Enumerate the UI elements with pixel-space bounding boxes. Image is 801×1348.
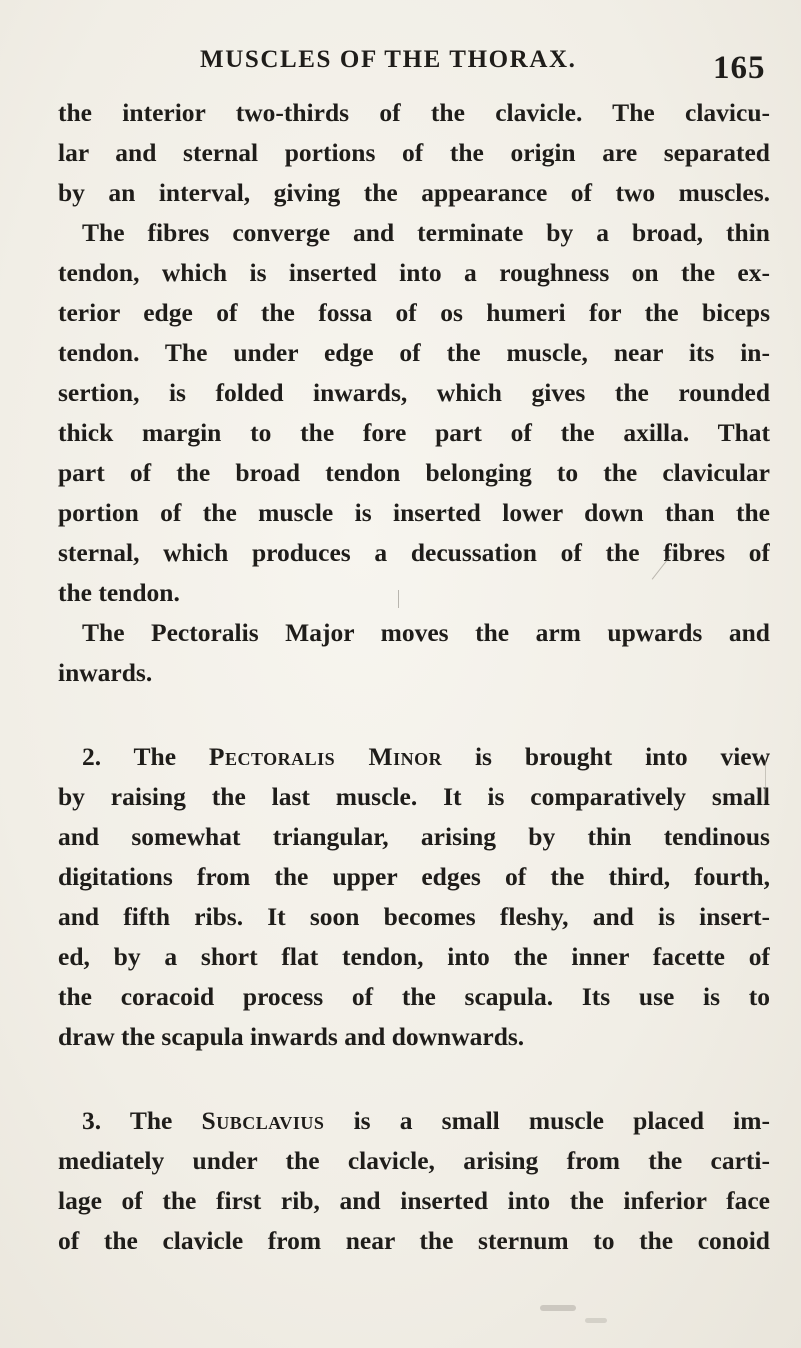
text-line: ed, by a short flat tendon, into the inner facette of [58, 942, 770, 971]
body-text [58, 93, 770, 1261]
paper-blemish [765, 760, 766, 800]
running-title: MUSCLES OF THE THORAX. [200, 46, 577, 73]
text-line: of the clavicle from near the sternum to the conoid [58, 1226, 770, 1255]
paragraph-heading-subclavius [58, 1101, 770, 1141]
text-line: The fibres converge and terminate by a broad, thin [82, 218, 770, 247]
text-line: The Pectoralis Major moves the arm upwards and [82, 618, 770, 647]
text-line: part of the broad tendon belonging to the clavicular [58, 458, 770, 487]
text-line: sertion, is folded inwards, which gives the rounded [58, 378, 770, 407]
text-line: tendon, which is inserted into a roughness on the ex- [58, 258, 770, 287]
paragraph-gap [58, 693, 770, 737]
text-line: by raising the last muscle. It is comparatively small [58, 782, 770, 811]
text-line: draw the scapula inwards and downwards. [58, 1022, 525, 1051]
text-line: by an interval, giving the appearance of two muscles. [58, 178, 770, 207]
paragraph-heading-pectoralis-minor [58, 737, 770, 777]
text-line: and somewhat triangular, arising by thin tendinous [58, 822, 770, 851]
section-number: 3. The [82, 1106, 173, 1135]
ink-smudge [585, 1318, 607, 1323]
text-line: thick margin to the fore part of the axilla. That [58, 418, 770, 447]
text-line: sternal, which produces a decussation of the fibres of [58, 538, 770, 567]
text-line: the interior two-thirds of the clavicle. The clavicu- [58, 98, 770, 127]
section-number: 2. The [82, 742, 177, 771]
page-number: 165 [713, 50, 766, 86]
text-line: the tendon. [58, 578, 180, 607]
text-line: inwards. [58, 658, 153, 687]
muscle-name: Pectoralis Minor [208, 742, 443, 771]
text-fragment: is a small muscle placed im- [353, 1106, 770, 1135]
text-line: lage of the first rib, and inserted into the inferior face [58, 1186, 770, 1215]
paragraph-gap [58, 1057, 770, 1101]
paper-blemish [398, 590, 399, 608]
muscle-name: Subclavius [201, 1106, 325, 1135]
text-line: terior edge of the fossa of os humeri for the biceps [58, 298, 770, 327]
text-line: mediately under the clavicle, arising from the carti- [58, 1146, 770, 1175]
text-line: tendon. The under edge of the muscle, near its in- [58, 338, 770, 367]
text-line: lar and sternal portions of the origin are separated [58, 138, 770, 167]
text-line: portion of the muscle is inserted lower down than the [58, 498, 770, 527]
text-line: the coracoid process of the scapula. Its use is to [58, 982, 770, 1011]
text-fragment: is brought into view [474, 742, 770, 771]
text-line: digitations from the upper edges of the third, fourth, [58, 862, 770, 891]
ink-smudge [540, 1305, 576, 1311]
text-line: and fifth ribs. It soon becomes fleshy, and is insert- [58, 902, 770, 931]
